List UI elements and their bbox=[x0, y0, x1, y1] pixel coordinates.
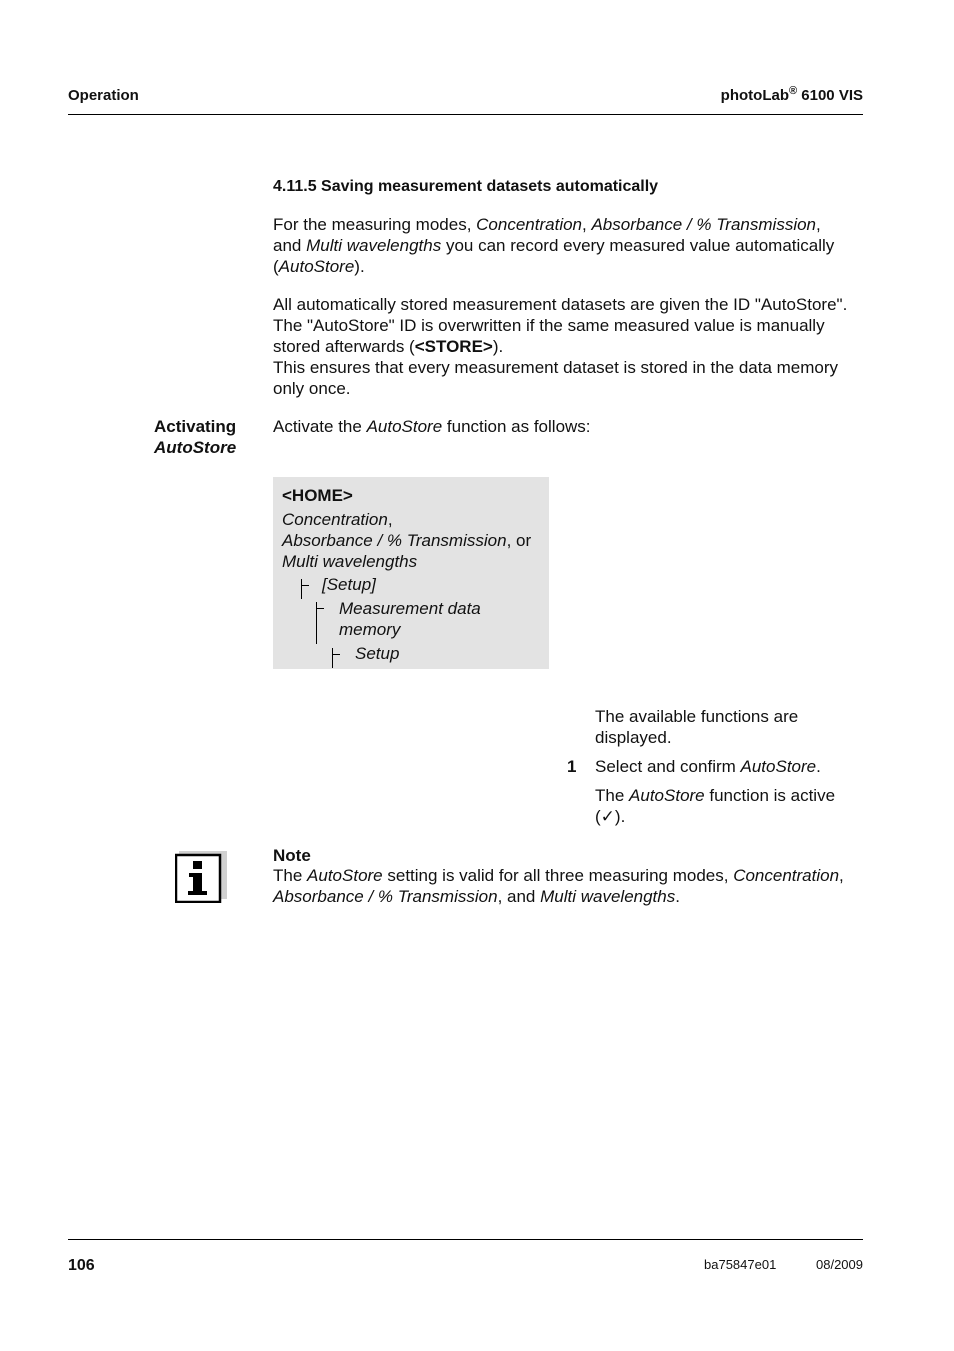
menu-measurement-data-memory: Measurement data memory bbox=[339, 599, 481, 639]
header-model: 6100 VIS bbox=[797, 87, 863, 104]
tree-connector bbox=[332, 648, 333, 668]
page-number: 106 bbox=[68, 1257, 95, 1274]
document-id: ba75847e01 bbox=[704, 1257, 777, 1272]
tree-connector bbox=[301, 585, 309, 586]
section-title: 4.11.5 Saving measurement datasets automatically bbox=[273, 178, 659, 195]
note-title: Note bbox=[273, 846, 311, 865]
note-text: The AutoStore setting is valid for all three measuring modes, Concentration, Absorbance / % Transmission, and Multi wavelengths. bbox=[273, 866, 844, 906]
footer-rule bbox=[68, 1239, 863, 1240]
margin-label: Activating AutoStore bbox=[154, 417, 237, 457]
registered-mark: ® bbox=[789, 85, 798, 97]
paragraph-autostore-intro: For the measuring modes, Concentration, Absorbance / % Transmission, and Multi wavelengths you can record every measured value automatically (AutoStore). bbox=[273, 215, 835, 276]
menu-home: <HOME> bbox=[282, 486, 353, 505]
step-number: 1 bbox=[567, 757, 577, 776]
tree-connector bbox=[301, 579, 302, 599]
step-select-autostore: Select and confirm AutoStore. bbox=[595, 757, 821, 776]
document-date: 08/2009 bbox=[816, 1257, 863, 1272]
activate-instruction: Activate the AutoStore function as follows: bbox=[273, 417, 591, 436]
tree-connector bbox=[332, 654, 340, 655]
menu-modes: Concentration, Absorbance / % Transmission, or Multi wavelengths bbox=[282, 510, 532, 571]
header-right bbox=[721, 85, 863, 104]
header-product: photoLab bbox=[720, 87, 789, 104]
result-autostore-active: The AutoStore function is active (✓). bbox=[595, 786, 836, 826]
result-functions-displayed: The available functions are displayed. bbox=[595, 707, 799, 747]
tree-connector bbox=[316, 608, 324, 609]
menu-setup: [Setup] bbox=[322, 575, 376, 594]
header-rule bbox=[68, 114, 863, 115]
menu-setup-sub: Setup bbox=[355, 644, 400, 663]
menu-path-box bbox=[273, 477, 549, 669]
header-left: Operation bbox=[68, 87, 139, 104]
paragraph-autostore-id: All automatically stored measurement datasets are given the ID "AutoStore". The "AutoStore" ID is overwritten if the same measured value is manually stored afterwards (<STORE>). This ensures that every measurement dataset is stored in the data memory only once. bbox=[273, 295, 848, 398]
info-icon bbox=[175, 851, 227, 903]
